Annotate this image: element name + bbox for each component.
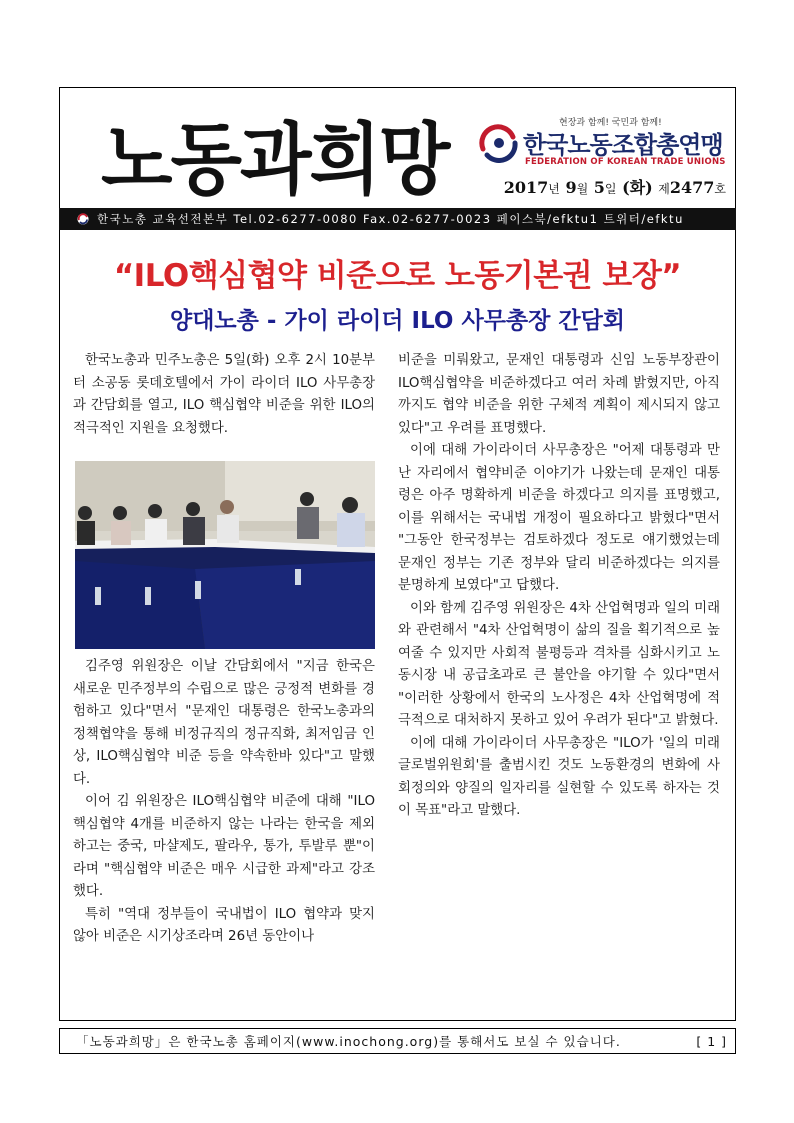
article-headline: “ILO핵심협약 비준으로 노동기본권 보장” [113,258,682,294]
paragraph: 특히 "역대 정부들이 국내법이 ILO 협약과 맞지 않아 비준은 시기상조라며 26년 동안이나 [73,906,375,944]
date-day: 5 [593,178,605,197]
article-column-right [398,350,720,823]
article-column-left-bottom [73,656,375,949]
date-month-unit: 월 [576,182,589,196]
page-footer [59,1028,736,1054]
org-name: 한국노동조합총연맹 [523,131,723,159]
date-weekday: (화) [622,178,653,197]
contact-info-bar [59,208,736,230]
issue-date [504,175,726,198]
fktu-logo-icon [479,123,519,163]
footer-text: 「노동과희망」은 한국노총 홈페이지(www.inochong.org)를 통해서도 보실 수 있습니다. [76,1034,621,1049]
date-year: 2017 [503,178,549,197]
issue-prefix: 제 [658,182,670,196]
article-subhead: 양대노총 - 가이 라이더 ILO 사무총장 간담회 [169,308,626,334]
issue-number: 2477 [669,178,715,197]
page-number: [ 1 ] [696,1033,727,1049]
article-column-left-top [73,350,375,440]
paragraph: 한국노총과 민주노총은 5일(화) 오후 2시 10분부터 소공동 롯데호텔에서 가이 라이더 ILO 사무총장과 간담회를 열고, ILO 핵심협약 비준을 위한 ILO의 적극적인 지원을 요청했다. [73,353,375,436]
meeting-photo [75,461,375,649]
paragraph: 비준을 미뤄왔고, 문재인 대통령과 신임 노동부장관이 ILO핵심협약을 비준하겠다고 여러 차례 밝혔지만, 아직까지도 협약 비준을 위한 구체적 계획이 제시되지 않고 있다"고 우려를 표명했다. [398,353,720,436]
org-logo [479,115,729,175]
contact-info-text: 한국노총 교육선전본부 Tel.02-6277-0080 Fax.02-6277-0023 페이스북/efktu1 트위터/efktu [97,212,684,226]
paragraph: 이어 김 위원장은 ILO핵심협약 비준에 대해 "ILO 핵심협약 4개를 비준하지 않는 나라는 한국을 제외하고는 중국, 마샬제도, 팔라우, 통가, 투발루 뿐"이라며 "핵심협약 비준은 매우 시급한 과제"라고 강조했다. [73,794,375,899]
date-year-unit: 년 [548,182,560,196]
paragraph: 이에 대해 가이라이더 사무총장은 "ILO가 '일의 미래 글로벌위원회'를 출범시킨 것도 노동환경의 변화에 사회정의와 양질의 일자리를 실현할 수 있도록 하자는 것이 목표"라고 말했다. [398,735,720,818]
fktu-small-logo-icon [77,213,89,225]
date-day-unit: 일 [604,182,617,196]
newsletter-title: 노동과희망 [101,115,449,206]
masthead [59,87,736,208]
paragraph: 김주영 위원장은 이날 간담회에서 "지금 한국은 새로운 민주정부의 수립으로 많은 긍정적 변화를 경험하고 있다"면서 "문재인 대통령은 한국노총과의 정책협약을 통해 비정규직의 정규직화, 최저임금 인상, ILO핵심협약 비준 등을 약속한바 있다"고 말했다. [73,659,375,787]
meeting-photo-image [75,461,375,649]
org-slogan: 현장과 함께! 국민과 함께! [559,118,662,128]
paragraph: 이에 대해 가이라이더 사무총장은 "어제 대통령과 만난 자리에서 협약비준 이야기가 나왔는데 문재인 대통령은 아주 명확하게 비준을 하겠다고 의지를 표명했고, 이를 위해서는 국내법 개정이 필요하다고 밝혔다"면서 "그동안 한국정부는 검토하겠다 정도로 얘기했었는데 문재인 정부는 기존 정부와 달리 비준하겠다는 의지를 분명하게 보였다"고 답했다. [398,443,720,593]
org-name-english: FEDERATION OF KOREAN TRADE UNIONS [525,157,726,167]
paragraph: 이와 함께 김주영 위원장은 4차 산업혁명과 일의 미래와 관련해서 "4차 산업혁명이 삶의 질을 획기적으로 높여줄 수 있지만 사회적 불평등과 격차를 심화시키고 노동시장 내 공급초과로 큰 불안을 야기할 수 있다"면서 "이러한 상황에서 한국의 노사정은 4차 산업혁명에 적극적으로 대처하지 못하고 있어 우려가 된다"고 밝혔다. [398,600,721,728]
date-month: 9 [565,178,577,197]
issue-suffix: 호 [714,182,726,196]
